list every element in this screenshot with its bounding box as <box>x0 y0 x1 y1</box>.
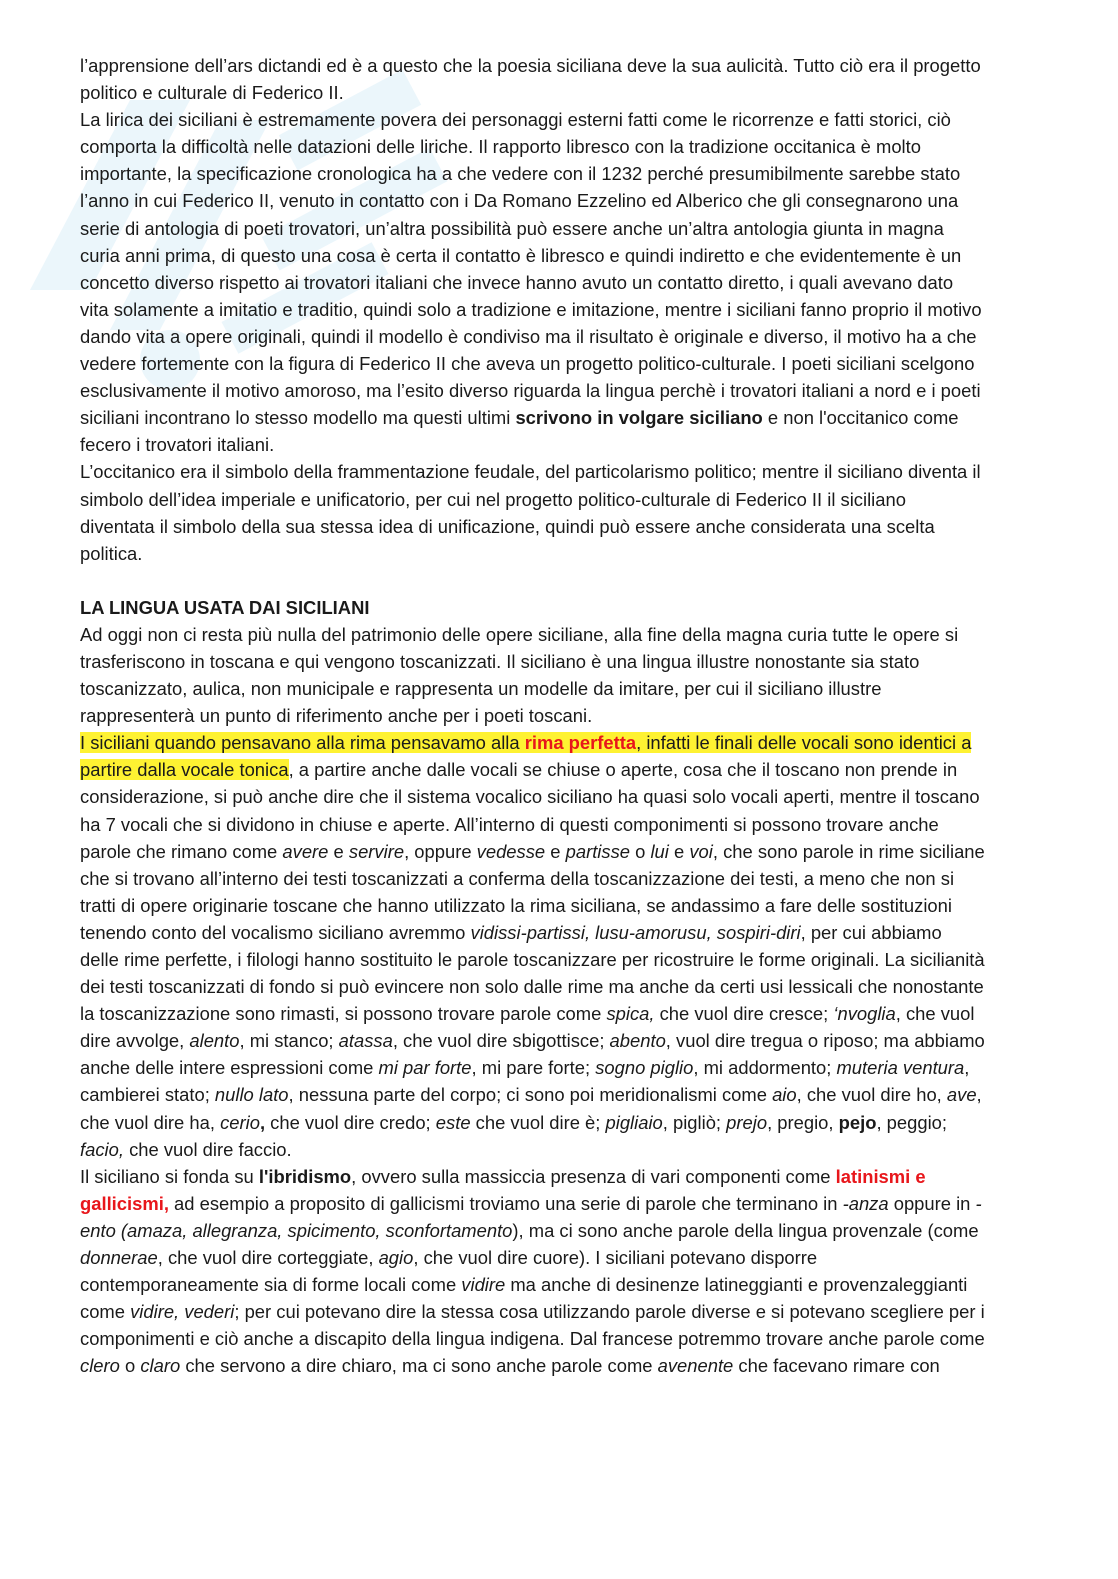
text-run: , <box>259 1111 266 1133</box>
text-run: , mi pare forte; <box>471 1057 596 1079</box>
text-run: o <box>119 1355 141 1377</box>
text-run: l'ibridismo <box>258 1165 352 1187</box>
paragraph-3 <box>80 458 985 566</box>
text-run: pigliaio <box>605 1111 663 1133</box>
text-run: e non l'occitanico come fecero i trovatori italiani. <box>80 407 959 456</box>
text-run: , mi stanco; <box>239 1030 339 1052</box>
text-run: prejo <box>726 1111 768 1133</box>
text-run: l’apprensione dell’ars dictandi ed è a questo che la poesia siciliana deve la sua aulicità. Tutto ciò era il progetto politico e culturale di Federico II. <box>80 55 981 104</box>
text-run: partisse <box>565 840 631 862</box>
paragraph-gap <box>80 567 985 594</box>
text-run: spica, <box>606 1003 655 1025</box>
text-run: , pigliò; <box>662 1111 727 1133</box>
text-run: abento <box>609 1030 666 1052</box>
text-run: che vuol dire faccio. <box>123 1138 292 1160</box>
text-run: , peggio; <box>876 1111 947 1133</box>
text-run: facio, <box>80 1138 124 1160</box>
text-run: atassa <box>338 1030 393 1052</box>
text-run: vidire <box>461 1274 506 1296</box>
text-run: -anza <box>842 1192 889 1214</box>
text-run: ), ma ci sono anche parole della lingua provenzale (come <box>512 1219 979 1241</box>
text-run: clero <box>80 1355 120 1377</box>
text-run: lui <box>650 840 669 862</box>
text-run: che vuol dire credo; <box>265 1111 436 1133</box>
text-run: , oppure <box>404 840 477 862</box>
text-run: o <box>630 840 651 862</box>
text-run: ave <box>946 1084 977 1106</box>
text-run: e <box>545 840 566 862</box>
text-run: , a partire anche dalle vocali se chiuse o aperte, cosa che il toscano non prende in considerazione, si può anche dire che il sistema vocalico siciliano ha quasi solo vocali aperti, mentre il toscano ha 7 vocali che si dividono in chiuse e aperte. All’interno di questi componimenti si possono trovare anche parole che rimano come <box>80 759 980 862</box>
text-run: este <box>435 1111 471 1133</box>
text-run: ; per cui potevano dire la stessa cosa utilizzando parole diverse e si potevano scegliere per i componimenti e ciò anche a discapito della lingua indigena. Dal francese potremmo trovare anche parole come <box>80 1301 985 1350</box>
text-run: , mi addormento; <box>693 1057 837 1079</box>
text-run: -ento (amaza, allegranza, spicimento, sconfortamento <box>80 1192 982 1241</box>
text-run: , che vuol dire cuore). I siciliani potevano disporre contemporaneamente sia di forme locali come <box>80 1247 818 1296</box>
text-run: ‘nvoglia <box>833 1003 896 1025</box>
text-run: L’occitanico era il simbolo della frammentazione feudale, del particolarismo politico; mentre il siciliano diventa il simbolo dell’idea imperiale e unificatorio, per cui nel progetto politico-culturale di Federico II il siciliano diventata il simbolo della sua stessa idea di unificazione, quindi può essere anche considerata una scelta politica. <box>80 461 981 564</box>
text-run: alento <box>189 1030 240 1052</box>
text-run: , che sono parole in rime siciliane che si trovano all’interno dei testi toscanizzati a conferma della toscanizzazione dei testi, a meno che non si tratti di opere originarie toscane che hanno utilizzato la rima siciliana, se andassimo a fare delle sostituzioni tenendo conto del vocalismo siciliano avremmo <box>80 840 985 943</box>
text-run: scrivono in volgare siciliano <box>515 407 763 429</box>
text-run: vidissi-partissi, lusu-amorusu, sospiri-diri <box>470 921 801 943</box>
text-run: claro <box>140 1355 181 1377</box>
text-run: che vuol dire è; <box>470 1111 606 1133</box>
text-run: Il siciliano si fonda su <box>80 1165 259 1187</box>
text-run: , infatti le finali delle vocali sono identici a partire dalla vocale tonica <box>80 732 972 781</box>
paragraph-6 <box>80 1163 985 1380</box>
text-run: oppure in <box>888 1192 976 1214</box>
text-run: vidire, vederi <box>130 1301 235 1323</box>
text-run: Ad oggi non ci resta più nulla del patrimonio delle opere siciliane, alla fine della magna curia tutte le opere si trasferiscono in toscana e qui vengono toscanizzati. Il siciliano è una lingua illustre nonostante sia stato toscanizzato, aulica, non municipale e rappresenta un modelle da imitare, per cui il siciliano illustre rappresenterà un punto di riferimento anche per i poeti toscani. <box>80 623 959 727</box>
text-run: vedesse <box>476 840 546 862</box>
document-body <box>80 52 985 1380</box>
text-run: , che vuol dire avvolge, <box>80 1003 975 1052</box>
text-run: , che vuol dire corteggiate, <box>157 1247 379 1269</box>
text-run: La lirica dei siciliani è estremamente povera dei personaggi esterni fatti come le ricorrenze e fatti storici, ciò comporta la difficoltà nelle datazioni delle liriche. Il rapporto libresco con la tradizione occitanica è molto importante, la specificazione cronologica ha a che vedere con il 1232 perché presumibilmente sarebbe stato l’anno in cui Federico II, venuto in contatto con i Da Romano Ezzelino ed Alberico che gli consegnarono una serie di antologia di poeti trovatori, un’altra possibilità può essere anche un’altra antologia giunta in magna curia anni prima, di questo una cosa è certa il contatto è libresco e quindi indiretto e che evidentemente è un concetto diverso rispetto ai trovatori italiani che invece hanno avuto un contatto diretto, i quali avevano dato vita solamente a imitatio e traditio, quindi solo a tradizione e imitazione, mentre i siciliani fanno proprio il motivo dando vita a opere originali, quindi il modello è condiviso ma il risultato è originale e diverso, il motivo ha a che vedere fortemente con la figura di Federico II che aveva un progetto politico-culturale. I poeti siciliani scelgono esclusivamente il motivo amoroso, ma l’esito diverso riguarda la lingua perchè i trovatori italiani a nord e i poeti siciliani incontrano lo stesso modello ma questi ultimi <box>80 109 982 429</box>
section-heading: LA LINGUA USATA DAI SICILIANI <box>80 596 370 618</box>
text-run: , nessuna parte del corpo; ci sono poi meridionalismi come <box>288 1084 773 1106</box>
text-run: , per cui abbiamo delle rime perfette, i filologi hanno sostituito le parole toscanizzare per ricostruire le forme originali. La sicilianità dei testi toscanizzati di fondo si può evincere non solo dalle rime ma anche da certi usi lessicali che nonostante la toscanizzazione sono rimasti, si possono trovare parole come <box>80 921 985 1025</box>
text-run: , cambierei stato; <box>80 1057 970 1106</box>
paragraph-4 <box>80 621 985 729</box>
text-run: muteria ventura <box>836 1057 965 1079</box>
text-run: cerio <box>220 1111 260 1133</box>
text-run: avere <box>282 840 329 862</box>
paragraph-2 <box>80 106 985 458</box>
text-run: , che vuol dire sbigottisce; <box>392 1030 610 1052</box>
text-run: che servono a dire chiaro, ma ci sono anche parole come <box>180 1355 658 1377</box>
text-run: I siciliani quando pensavano alla rima pensavamo alla <box>80 732 525 754</box>
text-run: avenente <box>657 1355 734 1377</box>
text-run: nullo lato <box>214 1084 289 1106</box>
text-run: ma anche di desinenze latineggianti e provenzaleggianti come <box>80 1274 968 1323</box>
text-run: e <box>328 840 349 862</box>
text-run: che vuol dire cresce; <box>654 1003 834 1025</box>
paragraph-1 <box>80 52 985 106</box>
text-run: , che vuol dire ho, <box>796 1084 947 1106</box>
text-run: latinismi e gallicismi, <box>80 1165 926 1214</box>
text-run: , vuol dire tregua o riposo; ma abbiamo anche delle intere espressioni come <box>80 1030 985 1079</box>
text-run: mi par forte <box>378 1057 472 1079</box>
text-run: aio <box>772 1084 797 1106</box>
text-run: servire <box>348 840 405 862</box>
text-run: sogno piglio <box>595 1057 694 1079</box>
text-run: rima perfetta <box>524 732 637 754</box>
paragraph-5 <box>80 729 985 1163</box>
text-run: , ovvero sulla massiccia presenza di vari componenti come <box>351 1165 836 1187</box>
text-run: donnerae <box>80 1247 158 1269</box>
text-run: , che vuol dire ha, <box>80 1084 982 1133</box>
text-run: pejo <box>838 1111 877 1133</box>
text-run: agio <box>378 1247 414 1269</box>
text-run: voi <box>689 840 713 862</box>
text-run: ad esempio a proposito di gallicismi troviamo una serie di parole che terminano in <box>168 1192 843 1214</box>
text-run: , pregio, <box>767 1111 839 1133</box>
text-run: che facevano rimare con <box>733 1355 940 1377</box>
text-run: e <box>668 840 690 862</box>
